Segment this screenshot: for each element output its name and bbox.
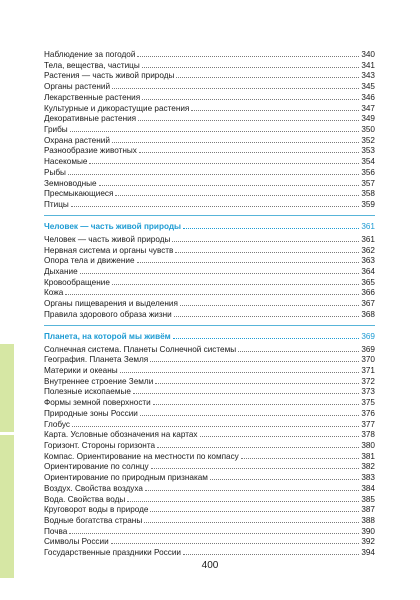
toc-page-number: 354 — [361, 157, 375, 167]
dot-leader — [176, 70, 359, 78]
toc-entry-title: Государственные праздники России — [44, 548, 181, 558]
dot-leader — [140, 408, 359, 416]
dot-leader — [157, 440, 359, 448]
toc-page-number: 390 — [361, 526, 375, 536]
toc-entry — [44, 419, 375, 430]
toc-entry — [44, 287, 375, 298]
toc-entry — [44, 298, 375, 309]
toc-entry — [44, 515, 375, 526]
toc-page-number: 358 — [361, 189, 375, 199]
toc-entry — [44, 408, 375, 419]
toc-page-number: 361 — [361, 221, 375, 231]
toc-page-number: 350 — [361, 125, 375, 135]
toc-entry — [44, 199, 375, 210]
page-number: 400 — [201, 560, 219, 571]
dot-leader — [115, 188, 359, 196]
toc-entry — [44, 547, 375, 558]
dot-leader — [68, 167, 359, 175]
toc-entry — [44, 536, 375, 547]
toc-entry — [44, 494, 375, 505]
dot-leader — [145, 483, 359, 491]
toc-entry — [44, 81, 375, 92]
toc-entry-title: Наблюдение за погодой — [44, 50, 136, 59]
toc-entry — [44, 234, 375, 245]
toc-page-number: 368 — [361, 309, 375, 319]
toc-page-number: 380 — [361, 441, 375, 450]
section-heading-title: Планета, на которой мы живём — [44, 331, 171, 341]
toc-entry — [44, 266, 375, 277]
toc-section — [44, 215, 375, 320]
toc-entry — [44, 483, 375, 494]
toc-entry-title: Культурные и дикорастущие растения — [44, 103, 190, 113]
toc-entry — [44, 103, 375, 114]
toc-entry — [44, 461, 375, 472]
toc-page-number: 352 — [361, 135, 375, 145]
toc-entry — [44, 451, 375, 462]
dot-leader — [112, 277, 359, 285]
toc-page-number: 347 — [361, 103, 375, 113]
toc-entry-title: Лекарственные растения — [44, 92, 141, 102]
toc-entry-title: Нервная система и органы чувств — [44, 245, 174, 255]
toc-entry — [44, 135, 375, 146]
toc-entry-title: Рыбы — [44, 167, 66, 177]
toc-entry — [44, 344, 375, 355]
toc-section — [44, 49, 375, 210]
dot-leader — [174, 309, 359, 317]
toc-entry — [44, 429, 375, 440]
toc-entry-title: Ориентирование по солнцу — [44, 462, 149, 472]
toc-entry-title: Полезные ископаемые — [44, 387, 131, 397]
toc-section — [44, 325, 375, 558]
dot-leader — [151, 461, 359, 469]
toc-entry — [44, 309, 375, 320]
toc-page-number: 346 — [361, 92, 375, 102]
toc-entry-title: Почва — [44, 526, 68, 536]
toc-entry — [44, 188, 375, 199]
toc-entry — [44, 255, 375, 266]
toc-entry — [44, 245, 375, 256]
toc-entry-title: Глобус — [44, 419, 71, 429]
dot-leader — [65, 287, 359, 295]
section-heading-title: Человек — часть живой природы — [44, 221, 182, 231]
toc-page-number: 373 — [361, 387, 375, 397]
table-of-contents — [44, 49, 375, 558]
toc-page-number: 384 — [361, 483, 375, 493]
dot-leader — [150, 354, 359, 362]
dot-leader — [150, 504, 359, 512]
toc-entry-title: Материки и океаны — [44, 365, 118, 375]
dot-leader — [137, 49, 359, 57]
toc-page-number: 341 — [361, 60, 375, 70]
toc-entry-title: Органы растений — [44, 82, 111, 92]
toc-page-number: 369 — [361, 344, 375, 354]
side-tab-upper — [0, 344, 14, 432]
toc-entry-title: Воздух. Свойства воздуха — [44, 483, 143, 493]
toc-entry-title: Природные зоны России — [44, 408, 138, 418]
toc-entry-title: Вода. Свойства воды — [44, 494, 126, 504]
toc-page-number: 356 — [361, 167, 375, 177]
toc-entry-title: Охрана растений — [44, 135, 110, 145]
dot-leader — [153, 397, 359, 405]
toc-page-number: 359 — [361, 200, 375, 210]
toc-page-number: 367 — [361, 299, 375, 309]
dot-leader — [183, 221, 359, 229]
toc-entry-title: Ориентирование по природным признакам — [44, 473, 208, 483]
dot-leader — [69, 526, 359, 534]
toc-entry-title: Насекомые — [44, 157, 88, 167]
toc-entry-title: Внутреннее строение Земли — [44, 376, 154, 386]
toc-entry-title: Кожа — [44, 288, 64, 298]
dot-leader — [142, 60, 359, 68]
side-tab-lower — [0, 435, 14, 578]
dot-leader — [111, 536, 359, 544]
toc-entry — [44, 386, 375, 397]
toc-page-number: 369 — [361, 331, 375, 341]
toc-entry — [44, 365, 375, 376]
toc-page-number: 376 — [361, 408, 375, 418]
dot-leader — [127, 494, 359, 502]
dot-leader — [120, 365, 359, 373]
dot-leader — [139, 145, 359, 153]
toc-entry — [44, 145, 375, 156]
dot-leader — [142, 92, 359, 100]
toc-entry-title: Разнообразие животных — [44, 146, 137, 156]
toc-entry-title: Грибы — [44, 125, 68, 135]
section-heading — [44, 330, 375, 344]
toc-entry — [44, 113, 375, 124]
toc-page-number: 357 — [361, 178, 375, 188]
toc-entry-title: Горизонт. Стороны горизонта — [44, 441, 156, 450]
toc-page-number: 378 — [361, 430, 375, 440]
dot-leader — [155, 376, 359, 384]
dot-leader — [133, 386, 359, 394]
toc-page-number: 377 — [361, 419, 375, 429]
toc-entry-title: Пресмыкающиеся — [44, 189, 114, 199]
toc-page-number: 364 — [361, 266, 375, 276]
toc-entry — [44, 376, 375, 387]
toc-page-number: 383 — [361, 473, 375, 483]
dot-leader — [137, 255, 359, 263]
toc-entry — [44, 156, 375, 167]
toc-entry-title: Органы пищеварения и выделения — [44, 299, 178, 309]
toc-entry-title: Человек — часть живой природы — [44, 234, 171, 244]
toc-page-number: 394 — [361, 548, 375, 558]
toc-page-number: 349 — [361, 114, 375, 124]
toc-page-number: 387 — [361, 505, 375, 515]
toc-entry — [44, 178, 375, 189]
dot-leader — [80, 266, 359, 274]
dot-leader — [210, 472, 359, 480]
toc-page-number: 372 — [361, 376, 375, 386]
toc-entry — [44, 60, 375, 71]
toc-page-number: 382 — [361, 462, 375, 472]
toc-entry-title: Опора тела и движение — [44, 256, 135, 266]
toc-page-number: 340 — [361, 50, 375, 59]
toc-entry — [44, 277, 375, 288]
toc-entry — [44, 472, 375, 483]
dot-leader — [112, 135, 359, 143]
toc-entry — [44, 440, 375, 451]
toc-page-number: 363 — [361, 256, 375, 266]
toc-entry — [44, 49, 375, 60]
toc-page-number: 375 — [361, 398, 375, 408]
toc-entry-title: Правила здорового образа жизни — [44, 309, 172, 319]
toc-entry-title: Компас. Ориентирование на местности по компасу — [44, 451, 239, 461]
dot-leader — [180, 298, 359, 306]
toc-entry — [44, 354, 375, 365]
section-heading — [44, 220, 375, 234]
dot-leader — [172, 234, 359, 242]
dot-leader — [70, 124, 359, 132]
dot-leader — [138, 113, 359, 121]
toc-entry-title: Декоративные растения — [44, 114, 137, 124]
toc-entry-title: Птицы — [44, 200, 69, 210]
dot-leader — [89, 156, 359, 164]
toc-entry-title: Круговорот воды в природе — [44, 505, 149, 515]
dot-leader — [241, 451, 359, 459]
dot-leader — [112, 81, 359, 89]
toc-entry-title: Земноводные — [44, 178, 97, 188]
toc-page-number: 366 — [361, 288, 375, 298]
toc-page-number: 392 — [361, 537, 375, 547]
toc-page-number: 388 — [361, 516, 375, 526]
toc-entry-title: Кровообращение — [44, 277, 110, 287]
toc-entry-title: География. Планета Земля — [44, 355, 149, 365]
toc-entry-title: Растения — часть живой природы — [44, 71, 175, 81]
toc-page-number: 365 — [361, 277, 375, 287]
toc-page-number: 345 — [361, 82, 375, 92]
toc-entry — [44, 70, 375, 81]
toc-page-number: 343 — [361, 71, 375, 81]
toc-entry — [44, 92, 375, 103]
dot-leader — [173, 331, 359, 339]
toc-entry-title: Водные богатства страны — [44, 516, 143, 526]
toc-page-number: 370 — [361, 355, 375, 365]
dot-leader — [191, 103, 359, 111]
dot-leader — [175, 245, 359, 253]
toc-entry — [44, 526, 375, 537]
toc-page-number: 361 — [361, 234, 375, 244]
dot-leader — [144, 515, 359, 523]
dot-leader — [200, 429, 359, 437]
toc-entry — [44, 504, 375, 515]
toc-page-number: 381 — [361, 451, 375, 461]
dot-leader — [72, 419, 359, 427]
toc-entry-title: Формы земной поверхности — [44, 398, 151, 408]
toc-entry — [44, 124, 375, 135]
toc-page-number: 353 — [361, 146, 375, 156]
toc-entry-title: Карта. Условные обозначения на картах — [44, 430, 198, 440]
toc-entry — [44, 167, 375, 178]
dot-leader — [99, 178, 359, 186]
dot-leader — [71, 199, 359, 207]
dot-leader — [238, 344, 359, 352]
toc-page-number: 362 — [361, 245, 375, 255]
toc-entry-title: Солнечная система. Планеты Солнечной системы — [44, 344, 237, 354]
toc-page-number: 385 — [361, 494, 375, 504]
dot-leader — [183, 547, 359, 555]
toc-page-number: 371 — [361, 365, 375, 375]
toc-entry — [44, 397, 375, 408]
toc-entry-title: Символы России — [44, 537, 109, 547]
toc-entry-title: Тела, вещества, частицы — [44, 60, 140, 70]
toc-entry-title: Дыхание — [44, 266, 78, 276]
